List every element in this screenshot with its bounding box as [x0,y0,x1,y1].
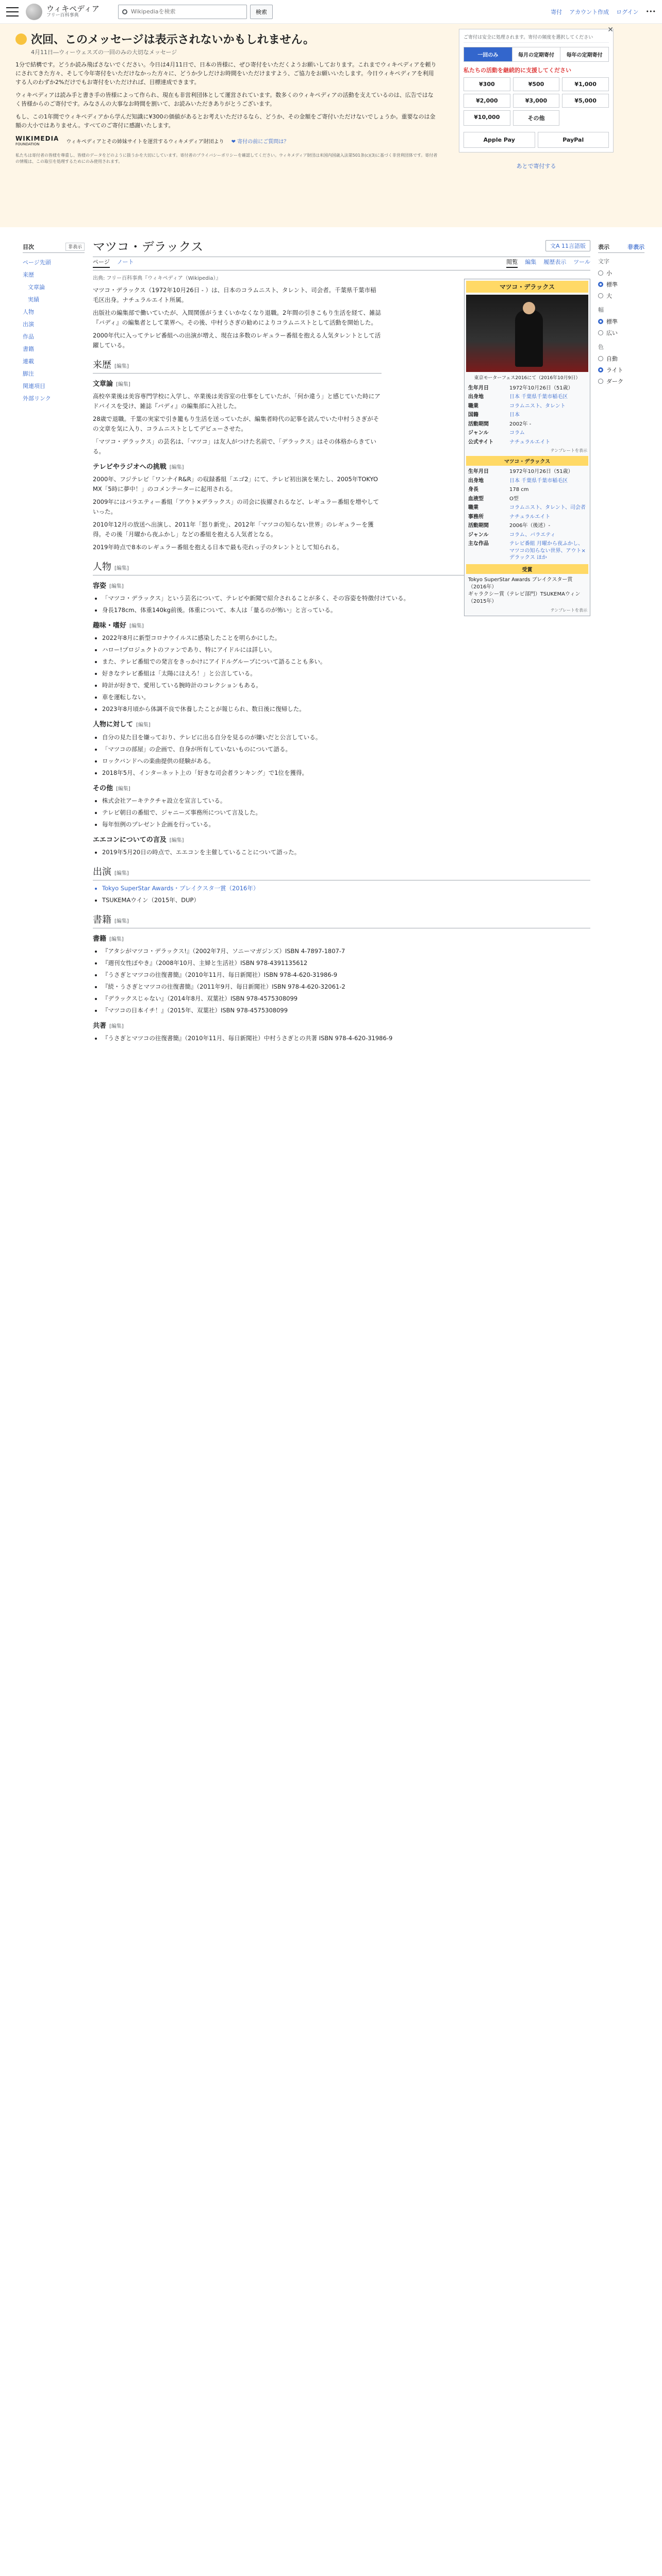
paragraph: 2010年12月の放送へ出演し、2011年「怒り新党」、2012年「マツコの知らない世界」のレギュラーを獲得。その後「月曜から夜ふかし」などの番組を抱える人気者となる。 [93,521,374,538]
infobox-key: 職業 [468,403,478,409]
subsection-heading [93,379,382,389]
list-item: • 『続・うさぎとマツコの往復書簡』（2011年9月、毎日新聞社）ISBN 978-4-620-32061-2 [102,982,590,992]
text-size-large[interactable] [598,290,644,301]
amount-option[interactable]: ¥300 [464,77,510,91]
edit-section-link[interactable]: [編集] [169,464,184,470]
logo-subtitle: フリー百科事典 [46,12,79,18]
list-item: • 「マツコ・デラックス」という芸名について、テレビや新聞で紹介されることが多く、その容姿を特徴付けている。 [102,594,590,603]
edit-section-link[interactable]: [編集] [114,918,129,924]
bullet-list [93,796,590,829]
radio-icon [598,270,603,276]
infobox-row [466,384,588,393]
width-wide[interactable] [598,327,644,338]
list-item[interactable]: • Tokyo SuperStar Awards・ブレイクスタ一賞（2016年） [102,884,590,893]
tab-page[interactable]: ページ [93,258,110,268]
infobox-key: 職業 [468,505,478,511]
subsection-title: 書籍 [93,935,107,943]
subsection-title: 人物に対して [93,721,134,729]
list-item: • TSUKEMAウイン（2015年、DUP） [102,895,590,905]
list-item: • 身長178cm、体重140kg前後。体重について、本人は「量るのが怖い」と言っている。 [102,605,590,615]
search-form [118,5,273,19]
wm-name: WIKIMEDIA [15,135,59,143]
infobox-value[interactable]: コラム、バラエティ [509,532,556,538]
infobox-row [466,531,588,540]
subsection-title: 文章論 [93,380,113,388]
edit-section-link[interactable]: [編集] [136,722,151,728]
list-item: • 2018年5月、インターネット上の「好きな司会者ランキング」で1位を獲得。 [102,768,590,778]
amount-option[interactable]: ¥1,000 [562,77,609,91]
width-label: 幅 [598,307,604,313]
search-button[interactable]: 検索 [250,5,273,19]
edit-section-link[interactable]: [編集] [129,623,144,630]
paragraph: 28歳で退職。千葉の実家で引き籠もり生活を送っていたが、編集者時代の記事を読んでいた中村うさぎがその文章を気に入り、コラムニストとしてデビューさせた。 [93,415,379,432]
faq-link[interactable]: ❤ 寄付の前にご質問は？ [231,139,289,145]
logo-title: ウィキペディア [46,4,100,13]
infobox-value[interactable]: コラム [509,430,525,436]
infobox-value[interactable]: 日本 千葉県千葉市稲毛区 [509,394,568,400]
list-item: • ロックバンドへの楽曲提供の経験がある。 [102,756,590,766]
text-size-standard[interactable] [598,279,644,290]
toc-item[interactable]: 人物 [23,309,34,315]
info-icon [15,33,27,45]
infobox-row [466,467,588,477]
infobox-value[interactable]: コラムニスト、タレント [509,403,566,409]
list-item: • 2023年8月頃から体調不良で休養したことが報じられ、数日後に復帰した。 [102,704,590,714]
infobox-section: 受賞 [466,564,588,574]
subsection-heading [93,835,590,845]
color-label: 色 [598,344,604,350]
toc-header [23,243,85,253]
person-figure-icon [515,310,543,367]
page-title-text: マツコ・デラックス [93,241,204,254]
infobox-value[interactable]: ナチュラルエイト [509,439,551,445]
bullet-list [93,733,590,778]
infobox-key: 血液型 [468,496,484,502]
frequency-selector [464,47,609,62]
list-item: • 好きなテレビ番組は「太陽にほえろ！」と公言している。 [102,669,590,679]
infobox-row [466,438,588,447]
list-item: • テレビ朝日の番組で、ジャニーズ事務所について言及した。 [102,808,590,818]
appearance-header [598,243,644,253]
donate-link[interactable]: 寄付 [551,8,562,15]
amount-other[interactable]: その他 [513,110,560,126]
close-icon[interactable]: ✕ [607,26,614,34]
radio-icon [598,293,603,298]
infobox-key: 事務所 [468,514,484,520]
infobox-value: 2006年（後述）- [509,523,551,529]
payment-options [464,132,609,148]
toc-title: 目次 [23,244,34,250]
option-label: 広い [606,330,618,336]
infobox-key: 活動期間 [468,523,489,529]
page-tabs [93,257,590,270]
infobox-key: ジャンル [468,532,489,538]
infobox-key: ジャンル [468,430,489,436]
infobox-value: 1972年10月26日（51歳） [509,469,573,475]
text-size-label: 文字 [598,258,609,265]
intro-paragraph: マツコ・デラックス（1972年10月26日 - ）は、日本のコラムニスト、タレント、司会者。千葉県千葉市稲毛区出身。ナチュラルエイト所属。 [93,286,376,303]
amount-option[interactable]: ¥5,000 [562,94,609,108]
radio-selected-icon [598,282,603,287]
infobox-row [466,411,588,420]
infobox-section: マツコ・デラックス [466,456,588,466]
site-header [0,0,662,24]
amount-option[interactable]: ¥10,000 [464,110,510,126]
list-item: • ハロー!プロジェクトのファンであり、特にアイドルには詳しい。 [102,645,590,655]
toc-item[interactable]: ページ先頭 [23,259,51,266]
infobox-key: 主な作品 [468,541,489,547]
radio-icon [598,330,603,335]
infobox-key: 生年月日 [468,469,489,475]
section-title: 来歴 [93,359,111,370]
radio-icon [598,356,603,361]
tab-talk[interactable]: ノート [117,259,134,265]
infobox-title: マツコ・デラックス [466,281,588,293]
option-label: 標準 [606,281,618,288]
infobox-row [466,485,588,495]
infobox-value[interactable]: 日本 千葉県千葉市稲毛区 [509,478,568,484]
toc-item[interactable]: 外部リンク [23,395,51,402]
option-label: ダーク [606,378,623,385]
donation-message: 私たちの活動を継続的に支援してください [464,67,571,74]
wikimedia-logo [15,135,59,146]
source-line: 出典: フリー百科事典『ウィキペディア（Wikipedia）』 [93,276,221,281]
option-label: ライト [606,367,623,374]
color-auto[interactable] [598,353,644,364]
bullet-list [93,848,590,857]
list-item: • 2019年5月20日の時点で、エエコンを主催していることについて語った。 [102,848,590,857]
color-dark[interactable] [598,376,644,387]
paragraph: 2000年、フジテレビ「ワンナイR&R」の収録番組「エゴ2」にて、テレビ初出演を果たし、2005年TOKYO MX「5時に夢中！」のコメンテーターに起用される。 [93,476,378,493]
list-item: • 『マツコの日本イチ！』（2015年、双葉社）ISBN 978-4575308099 [102,1006,590,1015]
paragraph: 高校卒業後は美容専門学校に入学し、卒業後は美容室の仕事をしていたが、「何か違う」と感じていた時にアドバイスを受け、雑誌『バディ』の編集部に入社した。 [93,392,380,410]
amount-option[interactable]: ¥500 [513,77,560,91]
appearance-panel [598,243,644,387]
infobox-key: 身長 [468,487,478,493]
banner-title-text: 次回、このメッセージは表示されないかもしれません。 [31,33,315,46]
option-label: 自動 [606,355,618,362]
edit-section-link[interactable]: [編集] [114,871,129,877]
option-label: 大 [606,293,612,299]
width-standard[interactable] [598,316,644,327]
infobox-row [466,503,588,513]
subsection-heading [93,1021,590,1031]
bullet-list [93,946,590,1015]
list-item: • 2022年8月に新型コロナウイルスに感染したことを明らかにした。 [102,633,590,643]
radio-icon [598,379,603,384]
radio-selected-icon [598,319,603,324]
infobox-value: 178 cm [509,487,529,493]
color-light[interactable] [598,364,644,376]
option-label: 小 [606,270,612,277]
infobox-row [466,521,588,531]
infobox-value: O型 [509,496,519,502]
amount-option[interactable]: ¥2,000 [464,94,510,108]
subsection-heading [93,620,590,631]
edit-section-link[interactable]: [編集] [109,936,124,942]
language-button[interactable]: 文A 11言語版 [545,240,590,251]
wm-text: ウィキペディアとその姉妹サイトを運営するウィキメディア財団より [66,139,224,145]
image-caption: 東京モーターフェス2016にて（2016年10月9日） [474,376,581,381]
section-heading [93,912,590,928]
banner-fine-print: 私たちは寄付者の皆様を尊重し、皆様のデータをどのように扱うかを大切にしています。寄付者のプライバシーポリシーを確認してください。ウィキメディア財団は米国内国歳入法第501条(c)(3)に基づく非営利団体です。寄付者の情報は、この取引を処理するためにのみ使用されます。 [15,153,438,164]
amount-option[interactable]: ¥3,000 [513,94,560,108]
list-item: • 『うさぎとマツコの往復書簡』（2010年11月、毎日新聞社）ISBN 978-4-620-31986-9 [102,970,590,980]
toc-item[interactable]: 出演 [23,321,34,328]
banner-message [0,24,449,165]
toc-hide-button[interactable]: 非表示 [65,243,85,251]
search-input[interactable] [118,5,247,19]
user-links [551,8,656,16]
bullet-list [93,633,590,714]
infobox-value[interactable]: テレビ番組 月曜から夜ふかし、マツコの知らない世界、アウト×デラックス ほか [509,541,586,561]
list-item: • 株式会社アーキテクチャ設立を宣言している。 [102,796,590,806]
toc-item[interactable]: 連載 [23,358,34,365]
more-options-icon[interactable]: ••• [646,8,656,15]
frequency-monthly[interactable]: 毎月の定期寄付 [512,47,561,61]
wikipedia-logo-icon[interactable] [26,4,42,20]
text-size-small[interactable] [598,267,644,279]
infobox-key: 活動期間 [468,421,489,427]
list-item: • また、テレビ番組での発言をきっかけにアイドルグループについて語ることも多い。 [102,657,590,667]
subsection-title: 趣味・嗜好 [93,622,127,630]
list-item: • 自分の見た目を嫌っており、テレビに出る自分を見るのが嫌いだと公言している。 [102,733,590,742]
edit-section-link[interactable]: [編集] [109,583,124,589]
infobox-key: 出身地 [468,394,484,400]
list-item: • 毎年恒例のプレゼント企画を行っている。 [102,820,590,829]
subsection-title: 共著 [93,1022,107,1030]
section-heading [93,358,382,374]
donation-note: ご寄付は安全に処理されます。寄付の頻度を選択してください [464,33,609,43]
banner-paragraph: 1分で結構です。どうか読み飛ばさないでください。今日は4月11日で、日本の皆様に、ぜひ寄付をいただくようお願いしております。これまでウィキペディアを頼りにされてきた方々、そして今年寄付をいただけなかった方々に、どうか少しだけお時間をいただけますよう、ご協力をお願いいたします。今日ウィキペディアを利用する人のわずか2%だけでもお寄付をいただければ、目標達成できます。 [15,61,437,86]
section-title: 人物 [93,561,111,572]
article-body-top [93,285,382,552]
edit-section-link[interactable]: [編集] [116,786,130,792]
subsection-title: エエコンについての言及 [93,836,167,844]
section-title: 出演 [93,867,111,877]
section-heading [93,865,590,880]
infobox-row [466,539,588,563]
create-account-link[interactable]: アカウント作成 [569,8,609,15]
toc-subitem[interactable]: 実績 [28,296,39,303]
search-icon [122,9,127,14]
appearance-hide-button[interactable]: 非表示 [627,244,644,250]
subsection-title: 容姿 [93,582,107,590]
banner-paragraph: ウィキペディアは読み手と書き手の皆様によって作られ、現在も非営利団体として運営されています。数多くのウィキペディアの活動を支えているのは、広告ではなく皆様からのご寄付です。みなさんの大事なお時間を割いて、お読みいただきありがとうございます。 [15,92,434,108]
intro-paragraph: 出版社の編集部で働いていたが、入間関係がうまくいかなくなり退職。2年間の引きこもり生活を経て、雑誌『バディ』の編集者として業界へ。その後、中村うさぎの勧めによりコラムニストとして活動を開始した。 [93,309,382,326]
tab-history[interactable]: 履歴表示 [543,259,567,265]
paragraph: 2019年時点で8本のレギュラー番組を抱える日本で最も売れっ子のタレントとして知られる。 [93,544,343,551]
list-item: • 『アタシがマツコ・デラックス!』（2002年7月、ソニーマガジンズ）ISBN 4-7897-1807-7 [102,946,590,956]
list-item: • 「マツコの部屋」の企画で、自身が所有していないものについて語る。 [102,744,590,754]
infobox-row [466,495,588,504]
edit-section-link[interactable]: [編集] [109,1023,124,1029]
frequency-once[interactable]: 一回のみ [464,47,512,61]
subsection-heading [93,719,590,730]
infobox [464,279,590,616]
paypal-button[interactable]: PayPal [538,132,609,148]
appearance-title: 表示 [598,244,609,250]
article-body [93,560,590,1043]
page-title [93,236,590,257]
infobox-key: 公式サイト [468,439,494,445]
infobox-value: 1972年10月26日（51歳） [509,385,573,391]
subsection-heading [93,783,590,794]
infobox-key: 出身地 [468,478,484,484]
table-of-contents [23,243,85,404]
wm-foundation: FOUNDATION [15,142,40,147]
tab-tools[interactable]: ツール [573,259,590,265]
toc-item[interactable]: 作品 [23,333,34,340]
infobox-row [466,513,588,522]
apple-pay-button[interactable]: Apple Pay [464,132,535,148]
amount-options [464,77,609,126]
infobox-value[interactable]: コラムニスト、タレント、司会者 [509,505,586,511]
intro-paragraph: 2000年代に入ってテレビ番組への出演が増え、現在は多数のレギュラー番組を抱える人気タレントとして活躍している。 [93,331,381,349]
list-item: • 『デラックスじゃない』（2014年8月、双葉社）ISBN 978-4575308099 [102,994,590,1004]
infobox-row [466,420,588,429]
subsection-heading [93,462,382,472]
infobox-row [466,402,588,411]
bullet-list [93,884,590,905]
menu-icon[interactable] [6,7,19,16]
banner-subtitle: 4月11日―ウィーウェスズの一回のみの大切なメッセージ [31,49,177,56]
list-item: • 車を運転しない。 [102,692,590,702]
edit-section-link[interactable]: [編集] [116,381,130,387]
infobox-row [466,477,588,486]
tab-read[interactable]: 閲覧 [506,258,518,268]
bullet-list [93,1033,590,1043]
subsection-heading [93,934,590,944]
paragraph: 2009年にはバラエティー番組「アウト×デラックス」の司会に抜擢されるなど、レギュラー番組を増やしていった。 [93,498,379,516]
template-link[interactable]: テンプレートを表示 [550,448,587,453]
fundraising-banner [0,24,662,227]
option-label: 標準 [606,318,618,325]
edit-section-link[interactable]: [編集] [169,837,184,843]
infobox-awards: Tokyo SuperStar Awards ブレイクスター賞（2016年） ギャラクシー賞（テレビ部門）TSUKEMAウィン（2015年） [468,577,581,604]
list-item: • 『週刊女性ぼやき』（2008年10月、主婦と生活社）ISBN 978-4391135612 [102,958,590,968]
infobox-value[interactable]: 日本 [509,412,520,418]
edit-section-link[interactable]: [編集] [114,363,129,369]
banner-title [15,31,438,47]
template-link[interactable]: テンプレートを表示 [550,607,587,613]
subsection-title: その他 [93,784,113,792]
toc-item[interactable]: 来歴 [23,272,34,278]
portrait-image[interactable] [466,295,588,372]
infobox-value[interactable]: ナチュラルエイト [509,514,551,520]
banner-paragraph: もし、この1年間でウィキペディアから学んだ知識に¥300の価値があるとお考えいただけるなら、どうか、その金額をご寄付いただけないでしょうか。重要なのは金額の大小ではありません。すべてのご寄付に感謝いたします。 [15,113,436,129]
tab-edit[interactable]: 編集 [525,259,537,265]
toc-item[interactable]: 関連項目 [23,383,45,389]
section-title: 書籍 [93,914,111,925]
maybe-later-link[interactable]: あとで寄付する [516,163,556,170]
radio-selected-icon [598,367,603,372]
edit-section-link[interactable]: [編集] [114,565,129,571]
toc-item[interactable]: 脚注 [23,370,34,377]
infobox-row [466,429,588,438]
wikipedia-wordmark[interactable] [46,5,100,18]
article-content [93,236,590,1045]
list-item: • 時計が好きで、愛用している腕時計のコレクションもある。 [102,681,590,690]
donation-box [459,29,614,152]
donation-form [459,26,614,170]
subsection-title: テレビやラジオへの挑戦 [93,463,167,471]
login-link[interactable]: ログイン [616,8,639,15]
toc-subitem[interactable]: 文章論 [28,284,45,291]
wikimedia-signature [15,135,438,146]
infobox-key: 生年月日 [468,385,489,391]
paragraph: 「マツコ・デラックス」の芸名は、「マツコ」は友人がつけた名前で、「デラックス」はその体格からきている。 [93,437,376,455]
frequency-yearly[interactable]: 毎年の定期寄付 [566,53,603,58]
list-item: • 『うさぎとマツコの往復書簡』（2010年11月、毎日新聞社）中村うさぎとの共著 ISBN 978-4-620-31986-9 [102,1033,590,1043]
infobox-row [466,393,588,402]
toc-item[interactable]: 書籍 [23,346,34,352]
infobox-value: 2002年 - [509,421,532,427]
infobox-key: 国籍 [468,412,478,418]
